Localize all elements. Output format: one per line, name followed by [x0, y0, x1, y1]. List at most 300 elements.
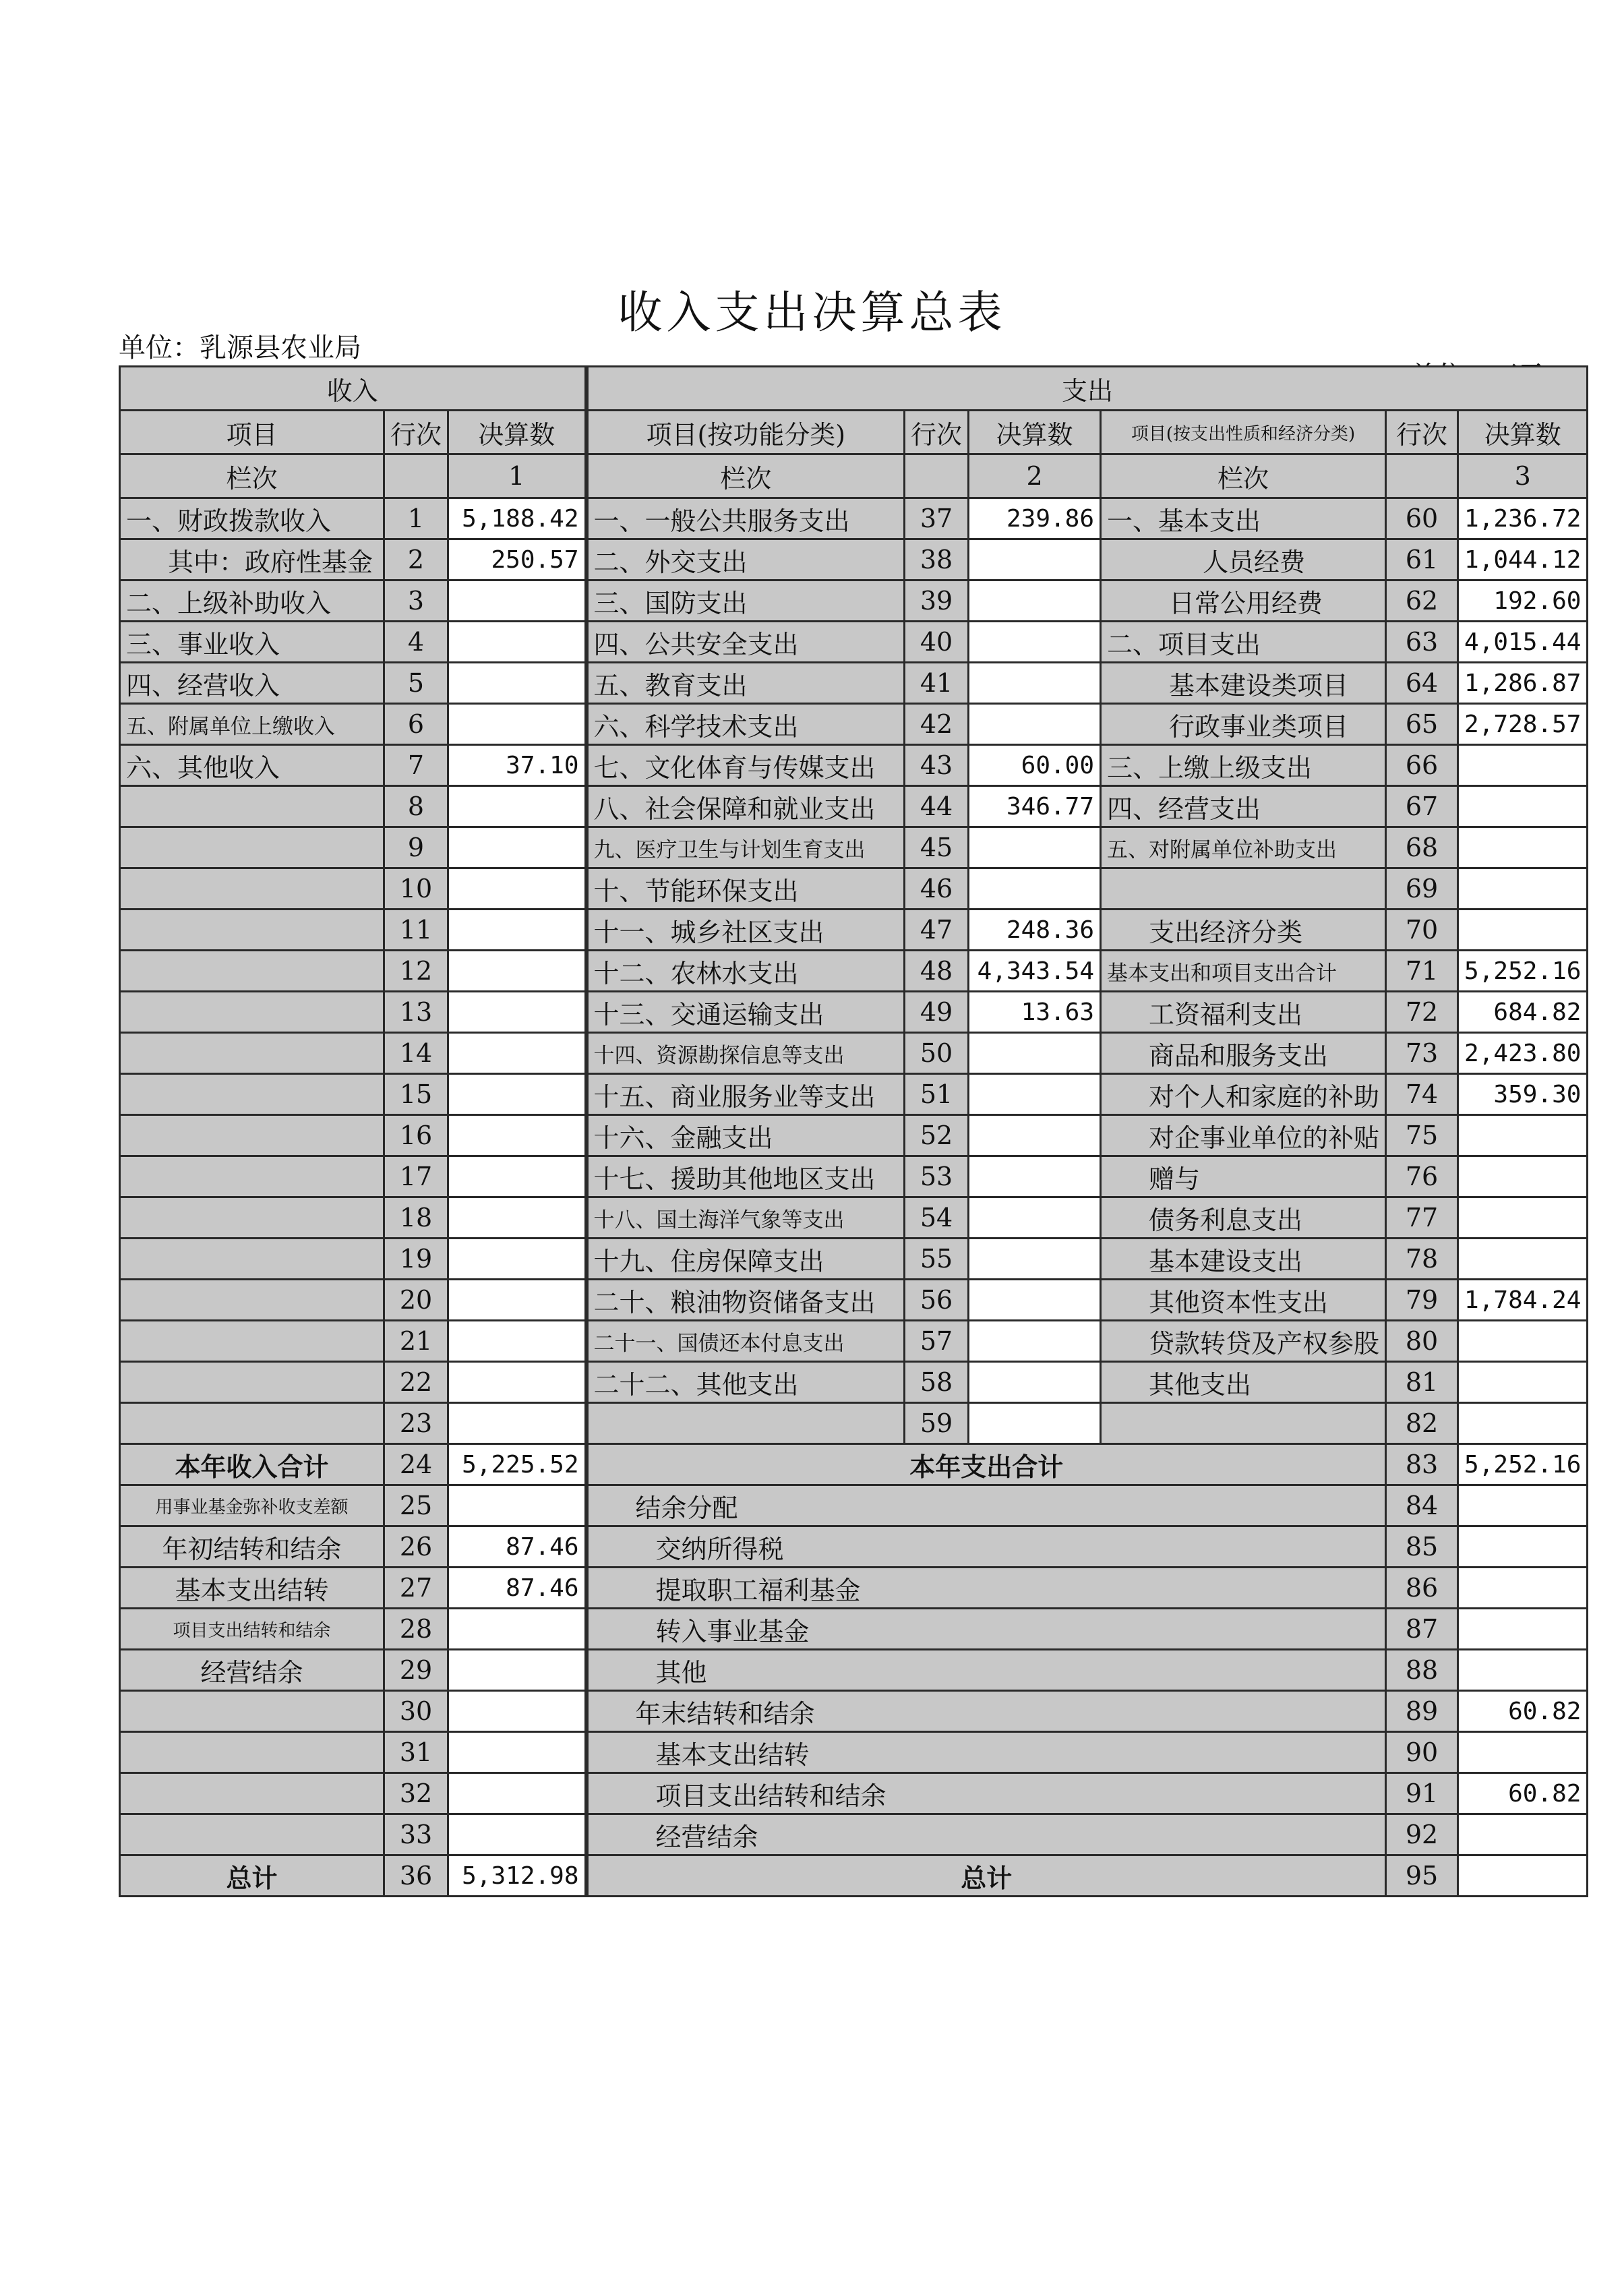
expense-func-row-no: 43 — [905, 745, 969, 786]
expense-econ-item: 贷款转贷及产权参股 — [1101, 1321, 1386, 1362]
expense-func-row-no: 47 — [905, 910, 969, 951]
expense-econ-amount — [1458, 786, 1588, 827]
summary-row — [120, 1773, 1588, 1814]
lanci-label: 栏次 — [587, 454, 905, 498]
expense-econ-amount — [1458, 1197, 1588, 1239]
income-summary-item: 年初结转和结余 — [120, 1526, 384, 1568]
expense-func-item: 十三、交通运输支出 — [587, 992, 905, 1033]
header-row-no: 行次 — [905, 411, 969, 454]
income-row-no: 9 — [384, 827, 448, 868]
expense-summary-item: 年末结转和结余 — [587, 1691, 1386, 1732]
expense-econ-row-no: 82 — [1386, 1403, 1458, 1444]
income-amount: 87.46 — [448, 1568, 587, 1609]
income-amount: 5,312.98 — [448, 1855, 587, 1897]
expense-func-amount — [969, 827, 1101, 868]
income-amount — [448, 786, 587, 827]
expense-econ-item: 人员经费 — [1101, 539, 1386, 580]
expense-econ-amount: 2,423.80 — [1458, 1033, 1588, 1074]
expense-econ-row-no: 61 — [1386, 539, 1458, 580]
income-row-no: 3 — [384, 580, 448, 622]
table-row — [120, 1321, 1588, 1362]
income-amount — [448, 992, 587, 1033]
expense-econ-amount — [1458, 1115, 1588, 1156]
income-row-no: 4 — [384, 622, 448, 663]
expense-summary-item: 经营结余 — [587, 1814, 1386, 1855]
expense-func-item: 五、教育支出 — [587, 663, 905, 704]
table-row — [120, 1033, 1588, 1074]
income-item: 六、其他收入 — [120, 745, 384, 786]
summary-row — [120, 1526, 1588, 1568]
income-item — [120, 951, 384, 992]
expense-econ-item: 日常公用经费 — [1101, 580, 1386, 622]
expense-func-row-no: 57 — [905, 1321, 969, 1362]
lanci-empty — [384, 454, 448, 498]
expense-summary-item: 总计 — [587, 1855, 1386, 1897]
expense-func-row-no: 49 — [905, 992, 969, 1033]
expense-econ-item: 其他支出 — [1101, 1362, 1386, 1403]
income-item — [120, 1239, 384, 1280]
table-row — [120, 745, 1588, 786]
income-row-no: 12 — [384, 951, 448, 992]
income-amount — [448, 1650, 587, 1691]
header-row-no: 行次 — [1386, 411, 1458, 454]
expense-econ-amount — [1458, 827, 1588, 868]
expense-econ-amount — [1458, 745, 1588, 786]
income-item — [120, 1321, 384, 1362]
unit-label-left: 单位：乳源县农业局 — [119, 332, 361, 363]
expense-func-row-no: 45 — [905, 827, 969, 868]
table-row — [120, 704, 1588, 745]
expense-econ-item: 商品和服务支出 — [1101, 1033, 1386, 1074]
income-row-no: 20 — [384, 1280, 448, 1321]
income-row-no: 16 — [384, 1115, 448, 1156]
expense-econ-row-no: 76 — [1386, 1156, 1458, 1197]
expense-econ-row-no: 60 — [1386, 498, 1458, 539]
expense-econ-amount: 359.30 — [1458, 1074, 1588, 1115]
expense-row-no: 91 — [1386, 1773, 1458, 1814]
lanci-label: 栏次 — [120, 454, 384, 498]
income-item — [120, 1115, 384, 1156]
income-item: 五、附属单位上缴收入 — [120, 704, 384, 745]
expense-econ-item: 基本建设支出 — [1101, 1239, 1386, 1280]
income-amount — [448, 910, 587, 951]
expense-econ-amount: 2,728.57 — [1458, 704, 1588, 745]
income-summary-item: 基本支出结转 — [120, 1568, 384, 1609]
expense-econ-row-no: 77 — [1386, 1197, 1458, 1239]
table-row — [120, 663, 1588, 704]
income-row-no: 11 — [384, 910, 448, 951]
header-row-no: 行次 — [384, 411, 448, 454]
summary-row — [120, 1444, 1588, 1485]
expense-func-amount — [969, 1156, 1101, 1197]
income-row-no: 22 — [384, 1362, 448, 1403]
expense-amount — [1458, 1485, 1588, 1526]
table-row — [120, 868, 1588, 910]
expense-func-amount — [969, 1074, 1101, 1115]
expense-econ-item: 赠与 — [1101, 1156, 1386, 1197]
expense-amount — [1458, 1568, 1588, 1609]
income-item — [120, 1156, 384, 1197]
expense-func-item: 七、文化体育与传媒支出 — [587, 745, 905, 786]
income-amount — [448, 1115, 587, 1156]
income-row-no: 36 — [384, 1855, 448, 1897]
header-item-econ: 项目(按支出性质和经济分类) — [1101, 411, 1386, 454]
expense-econ-item: 基本建设类项目 — [1101, 663, 1386, 704]
expense-summary-item: 提取职工福利基金 — [587, 1568, 1386, 1609]
income-amount — [448, 1321, 587, 1362]
expense-func-item: 十九、住房保障支出 — [587, 1239, 905, 1280]
income-row-no: 6 — [384, 704, 448, 745]
expense-econ-amount — [1458, 868, 1588, 910]
expense-row-no: 85 — [1386, 1526, 1458, 1568]
expense-summary-item: 基本支出结转 — [587, 1732, 1386, 1773]
summary-row — [120, 1732, 1588, 1773]
expense-func-item: 十七、援助其他地区支出 — [587, 1156, 905, 1197]
income-amount — [448, 1485, 587, 1526]
expense-econ-item: 五、对附属单位补助支出 — [1101, 827, 1386, 868]
income-amount: 37.10 — [448, 745, 587, 786]
table-row — [120, 1156, 1588, 1197]
income-summary-item: 总计 — [120, 1855, 384, 1897]
income-summary-item — [120, 1691, 384, 1732]
expense-func-row-no: 46 — [905, 868, 969, 910]
expense-row-no: 83 — [1386, 1444, 1458, 1485]
header-item-func: 项目(按功能分类) — [587, 411, 905, 454]
income-item — [120, 1197, 384, 1239]
income-row-no: 5 — [384, 663, 448, 704]
expense-func-amount — [969, 1362, 1101, 1403]
table-row — [120, 1280, 1588, 1321]
expense-func-row-no: 37 — [905, 498, 969, 539]
expense-econ-row-no: 68 — [1386, 827, 1458, 868]
income-row-no: 7 — [384, 745, 448, 786]
expense-econ-row-no: 75 — [1386, 1115, 1458, 1156]
income-item: 三、事业收入 — [120, 622, 384, 663]
expense-func-item: 二、外交支出 — [587, 539, 905, 580]
expense-econ-row-no: 73 — [1386, 1033, 1458, 1074]
lanci-empty — [1386, 454, 1458, 498]
expense-func-item: 一、一般公共服务支出 — [587, 498, 905, 539]
income-amount — [448, 1074, 587, 1115]
expense-func-row-no: 40 — [905, 622, 969, 663]
expense-func-row-no: 38 — [905, 539, 969, 580]
expense-func-row-no: 54 — [905, 1197, 969, 1239]
header-expense: 支出 — [587, 367, 1588, 411]
table-row — [120, 827, 1588, 868]
expense-func-row-no: 56 — [905, 1280, 969, 1321]
expense-amount — [1458, 1609, 1588, 1650]
expense-summary-item: 结余分配 — [587, 1485, 1386, 1526]
income-amount — [448, 1239, 587, 1280]
income-amount — [448, 663, 587, 704]
expense-row-no: 90 — [1386, 1732, 1458, 1773]
income-summary-item — [120, 1773, 384, 1814]
expense-econ-row-no: 63 — [1386, 622, 1458, 663]
income-amount — [448, 827, 587, 868]
income-row-no: 33 — [384, 1814, 448, 1855]
income-row-no: 13 — [384, 992, 448, 1033]
expense-econ-row-no: 78 — [1386, 1239, 1458, 1280]
expense-econ-item: 对个人和家庭的补助 — [1101, 1074, 1386, 1115]
summary-row — [120, 1650, 1588, 1691]
header-item: 项目 — [120, 411, 384, 454]
expense-func-item: 十六、金融支出 — [587, 1115, 905, 1156]
income-amount: 87.46 — [448, 1526, 587, 1568]
header-amount: 决算数 — [1458, 411, 1588, 454]
table-row — [120, 1197, 1588, 1239]
expense-row-no: 88 — [1386, 1650, 1458, 1691]
income-summary-item — [120, 1814, 384, 1855]
table-row — [120, 498, 1588, 539]
income-amount — [448, 868, 587, 910]
income-item — [120, 1280, 384, 1321]
expense-func-item: 十八、国土海洋气象等支出 — [587, 1197, 905, 1239]
summary-row — [120, 1568, 1588, 1609]
expense-summary-item: 其他 — [587, 1650, 1386, 1691]
income-row-no: 14 — [384, 1033, 448, 1074]
expense-row-no: 86 — [1386, 1568, 1458, 1609]
expense-func-amount: 239.86 — [969, 498, 1101, 539]
expense-func-row-no: 48 — [905, 951, 969, 992]
income-row-no: 8 — [384, 786, 448, 827]
income-row-no: 10 — [384, 868, 448, 910]
income-item — [120, 1033, 384, 1074]
expense-econ-row-no: 74 — [1386, 1074, 1458, 1115]
expense-econ-item: 二、项目支出 — [1101, 622, 1386, 663]
expense-func-amount — [969, 663, 1101, 704]
expense-econ-row-no: 80 — [1386, 1321, 1458, 1362]
expense-amount: 60.82 — [1458, 1691, 1588, 1732]
header-amount: 决算数 — [969, 411, 1101, 454]
expense-econ-row-no: 70 — [1386, 910, 1458, 951]
income-amount — [448, 1280, 587, 1321]
expense-func-item: 二十一、国债还本付息支出 — [587, 1321, 905, 1362]
lanci-empty — [905, 454, 969, 498]
expense-econ-item: 三、上缴上级支出 — [1101, 745, 1386, 786]
income-row-no: 2 — [384, 539, 448, 580]
income-row-no: 24 — [384, 1444, 448, 1485]
expense-econ-amount — [1458, 910, 1588, 951]
header-amount: 决算数 — [448, 411, 587, 454]
column-number: 3 — [1458, 454, 1588, 498]
expense-func-row-no: 52 — [905, 1115, 969, 1156]
table-row — [120, 1115, 1588, 1156]
income-item — [120, 1362, 384, 1403]
expense-func-row-no: 55 — [905, 1239, 969, 1280]
expense-econ-amount — [1458, 1156, 1588, 1197]
expense-func-amount — [969, 1115, 1101, 1156]
income-item — [120, 992, 384, 1033]
income-amount — [448, 1362, 587, 1403]
income-amount: 250.57 — [448, 539, 587, 580]
table-row — [120, 622, 1588, 663]
expense-func-row-no: 39 — [905, 580, 969, 622]
table-row — [120, 1239, 1588, 1280]
income-expense-table — [119, 365, 1588, 1897]
table-row — [120, 1362, 1588, 1403]
expense-econ-amount: 684.82 — [1458, 992, 1588, 1033]
expense-func-amount — [969, 1321, 1101, 1362]
income-row-no: 31 — [384, 1732, 448, 1773]
expense-econ-item: 一、基本支出 — [1101, 498, 1386, 539]
expense-func-item: 十四、资源勘探信息等支出 — [587, 1033, 905, 1074]
income-row-no: 23 — [384, 1403, 448, 1444]
expense-row-no: 95 — [1386, 1855, 1458, 1897]
expense-econ-item — [1101, 1403, 1386, 1444]
expense-func-amount — [969, 1239, 1101, 1280]
lanci-label: 栏次 — [1101, 454, 1386, 498]
expense-row-no: 92 — [1386, 1814, 1458, 1855]
expense-func-amount: 60.00 — [969, 745, 1101, 786]
expense-econ-row-no: 71 — [1386, 951, 1458, 992]
expense-func-amount — [969, 1280, 1101, 1321]
income-item: 其中：政府性基金 — [120, 539, 384, 580]
table-row — [120, 910, 1588, 951]
expense-econ-amount: 5,252.16 — [1458, 951, 1588, 992]
table-row — [120, 539, 1588, 580]
expense-amount — [1458, 1855, 1588, 1897]
expense-func-row-no: 42 — [905, 704, 969, 745]
income-summary-item: 本年收入合计 — [120, 1444, 384, 1485]
header-income: 收入 — [120, 367, 587, 411]
income-row-no: 17 — [384, 1156, 448, 1197]
expense-econ-amount: 1,286.87 — [1458, 663, 1588, 704]
summary-row — [120, 1814, 1588, 1855]
expense-econ-amount: 1,044.12 — [1458, 539, 1588, 580]
expense-summary-item: 交纳所得税 — [587, 1526, 1386, 1568]
expense-econ-amount — [1458, 1321, 1588, 1362]
income-amount — [448, 1156, 587, 1197]
expense-econ-row-no: 69 — [1386, 868, 1458, 910]
income-row-no: 27 — [384, 1568, 448, 1609]
income-amount — [448, 1773, 587, 1814]
income-item — [120, 786, 384, 827]
expense-econ-row-no: 65 — [1386, 704, 1458, 745]
expense-func-item: 二十、粮油物资储备支出 — [587, 1280, 905, 1321]
expense-econ-row-no: 62 — [1386, 580, 1458, 622]
expense-func-row-no: 53 — [905, 1156, 969, 1197]
income-amount — [448, 1732, 587, 1773]
expense-func-item: 三、国防支出 — [587, 580, 905, 622]
page-title: 收入支出决算总表 — [618, 287, 1006, 338]
table-row — [120, 786, 1588, 827]
income-row-no: 30 — [384, 1691, 448, 1732]
expense-econ-amount — [1458, 1362, 1588, 1403]
income-item: 一、财政拨款收入 — [120, 498, 384, 539]
income-row-no: 1 — [384, 498, 448, 539]
expense-econ-amount — [1458, 1239, 1588, 1280]
expense-func-item: 十一、城乡社区支出 — [587, 910, 905, 951]
expense-amount: 5,252.16 — [1458, 1444, 1588, 1485]
expense-econ-amount — [1458, 1403, 1588, 1444]
expense-func-amount: 346.77 — [969, 786, 1101, 827]
expense-func-row-no: 50 — [905, 1033, 969, 1074]
expense-econ-row-no: 66 — [1386, 745, 1458, 786]
expense-econ-item: 四、经营支出 — [1101, 786, 1386, 827]
expense-row-no: 89 — [1386, 1691, 1458, 1732]
income-amount — [448, 1691, 587, 1732]
expense-row-no: 87 — [1386, 1609, 1458, 1650]
table-row — [120, 1074, 1588, 1115]
expense-econ-item — [1101, 868, 1386, 910]
expense-econ-row-no: 81 — [1386, 1362, 1458, 1403]
income-row-no: 26 — [384, 1526, 448, 1568]
expense-econ-amount: 192.60 — [1458, 580, 1588, 622]
expense-amount — [1458, 1526, 1588, 1568]
income-amount — [448, 1033, 587, 1074]
expense-econ-item: 工资福利支出 — [1101, 992, 1386, 1033]
income-amount: 5,188.42 — [448, 498, 587, 539]
expense-func-amount — [969, 1403, 1101, 1444]
summary-row — [120, 1855, 1588, 1897]
income-item — [120, 910, 384, 951]
expense-func-item — [587, 1403, 905, 1444]
expense-func-row-no: 51 — [905, 1074, 969, 1115]
expense-row-no: 84 — [1386, 1485, 1458, 1526]
summary-row — [120, 1609, 1588, 1650]
expense-func-amount — [969, 868, 1101, 910]
expense-func-amount — [969, 580, 1101, 622]
income-summary-item: 项目支出结转和结余 — [120, 1609, 384, 1650]
column-number: 2 — [969, 454, 1101, 498]
expense-func-item: 四、公共安全支出 — [587, 622, 905, 663]
income-item — [120, 868, 384, 910]
income-amount — [448, 1609, 587, 1650]
income-summary-item: 用事业基金弥补收支差额 — [120, 1485, 384, 1526]
expense-econ-row-no: 79 — [1386, 1280, 1458, 1321]
expense-amount — [1458, 1650, 1588, 1691]
expense-econ-row-no: 64 — [1386, 663, 1458, 704]
expense-func-item: 八、社会保障和就业支出 — [587, 786, 905, 827]
expense-summary-item: 转入事业基金 — [587, 1609, 1386, 1650]
expense-summary-item: 项目支出结转和结余 — [587, 1773, 1386, 1814]
income-item — [120, 1074, 384, 1115]
income-amount — [448, 622, 587, 663]
income-item — [120, 1403, 384, 1444]
expense-func-row-no: 41 — [905, 663, 969, 704]
expense-func-item: 六、科学技术支出 — [587, 704, 905, 745]
expense-econ-amount: 4,015.44 — [1458, 622, 1588, 663]
income-amount — [448, 1403, 587, 1444]
income-amount — [448, 1197, 587, 1239]
income-amount — [448, 704, 587, 745]
table-row — [120, 951, 1588, 992]
income-amount — [448, 580, 587, 622]
income-item: 四、经营收入 — [120, 663, 384, 704]
income-summary-item — [120, 1732, 384, 1773]
expense-func-item: 十五、商业服务业等支出 — [587, 1074, 905, 1115]
income-row-no: 19 — [384, 1239, 448, 1280]
income-row-no: 32 — [384, 1773, 448, 1814]
income-row-no: 29 — [384, 1650, 448, 1691]
expense-func-item: 十、节能环保支出 — [587, 868, 905, 910]
expense-econ-item: 行政事业类项目 — [1101, 704, 1386, 745]
expense-func-item: 九、医疗卫生与计划生育支出 — [587, 827, 905, 868]
income-amount — [448, 1814, 587, 1855]
expense-amount: 60.82 — [1458, 1773, 1588, 1814]
expense-econ-item: 支出经济分类 — [1101, 910, 1386, 951]
expense-econ-amount: 1,236.72 — [1458, 498, 1588, 539]
expense-econ-amount: 1,784.24 — [1458, 1280, 1588, 1321]
expense-func-amount — [969, 622, 1101, 663]
expense-func-item: 十二、农林水支出 — [587, 951, 905, 992]
summary-row — [120, 1691, 1588, 1732]
expense-func-row-no: 44 — [905, 786, 969, 827]
summary-row — [120, 1485, 1588, 1526]
expense-econ-item: 基本支出和项目支出合计 — [1101, 951, 1386, 992]
expense-econ-item: 其他资本性支出 — [1101, 1280, 1386, 1321]
expense-func-amount: 4,343.54 — [969, 951, 1101, 992]
